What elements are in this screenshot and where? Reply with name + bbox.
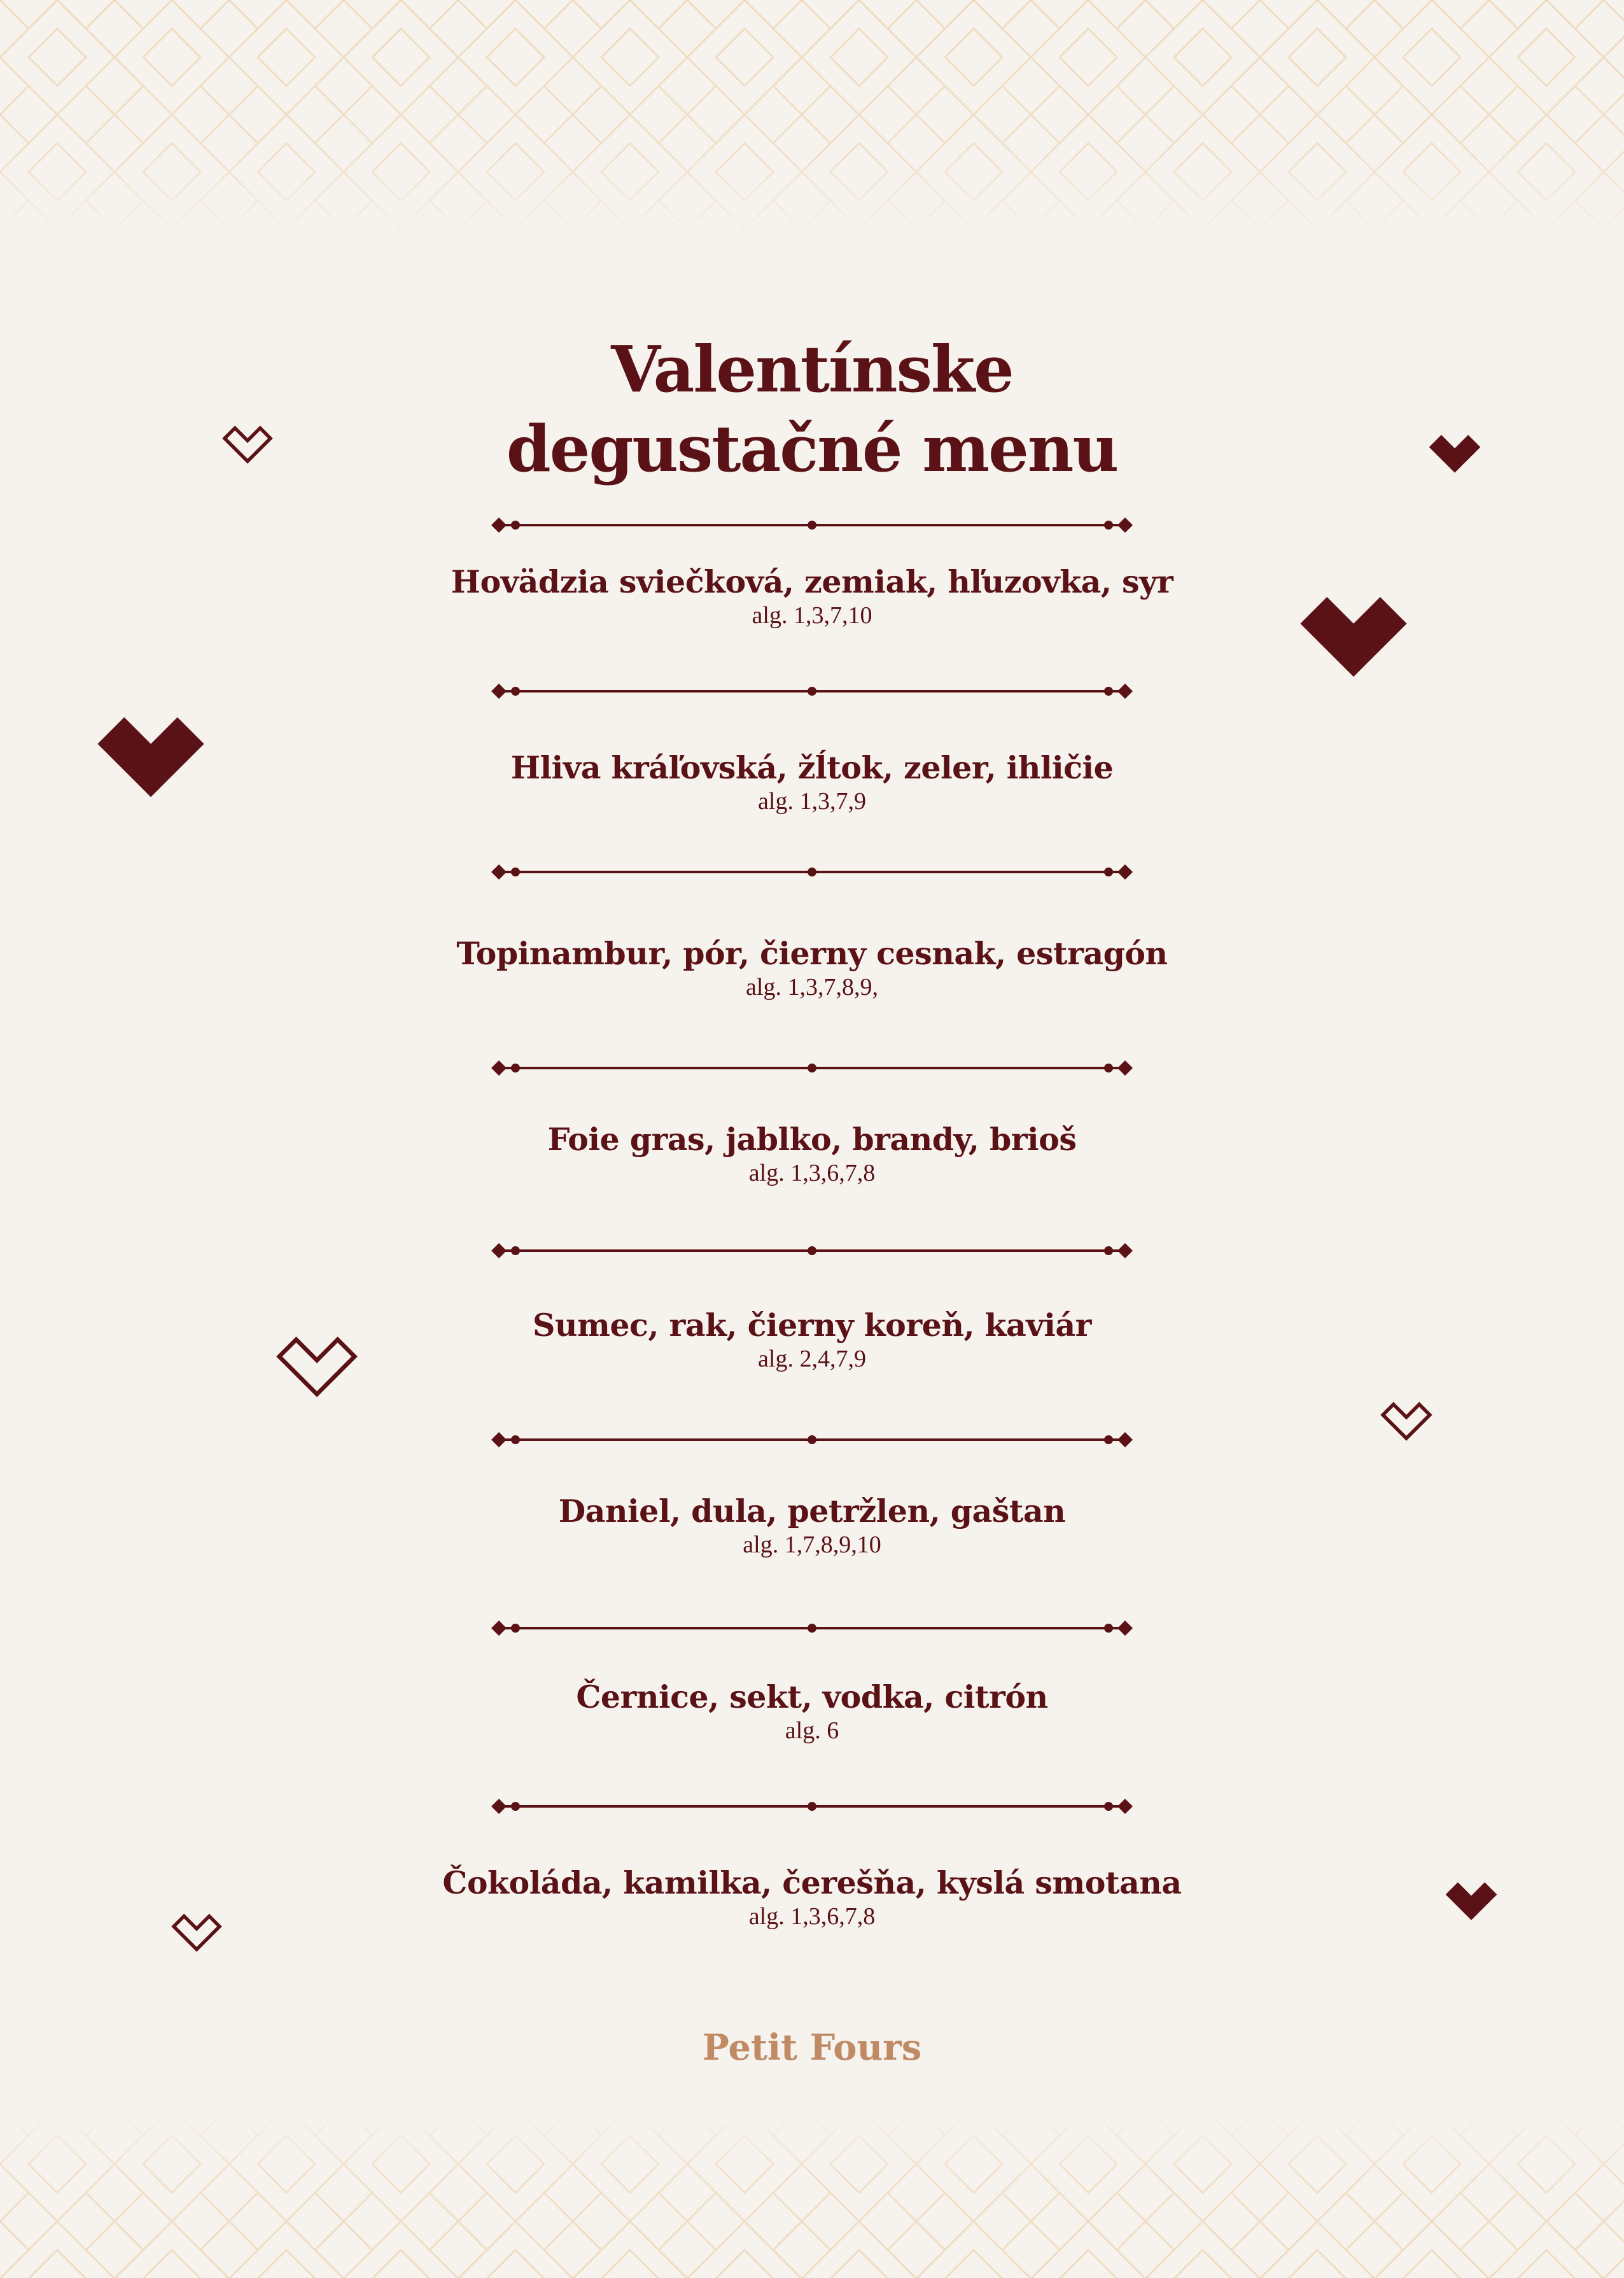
heart-filled-icon <box>90 709 211 808</box>
heart-filled-icon <box>1293 589 1414 687</box>
heart-filled-icon <box>1424 429 1485 480</box>
heart-outline-icon <box>168 1909 225 1957</box>
course-allergens: alg. 1,3,6,7,8 <box>748 1903 876 1930</box>
course-allergens: alg. 1,3,7,8,9, <box>746 974 878 1001</box>
course-allergens: alg. 2,4,7,9 <box>758 1346 866 1372</box>
menu-course <box>318 934 1306 1002</box>
course-name: Hovädzia sviečková, zemiak, hľuzovka, syr <box>451 563 1173 600</box>
heart-outline-icon <box>1377 1398 1436 1446</box>
course-name: Hliva kráľovská, žĺtok, zeler, ihličie <box>510 749 1114 786</box>
menu-course <box>318 1306 1306 1374</box>
heart-filled-icon <box>1441 1876 1502 1927</box>
ornamental-divider <box>490 1238 1134 1263</box>
course-allergens: alg. 1,7,8,9,10 <box>743 1531 881 1558</box>
ornamental-divider <box>490 512 1134 538</box>
course-name: Čokoláda, kamilka, čerešňa, kyslá smotana <box>442 1864 1182 1901</box>
decorative-pattern-bottom <box>0 2107 1624 2278</box>
menu-course <box>318 1492 1306 1559</box>
course-allergens: alg. 1,3,7,9 <box>758 788 866 815</box>
ornamental-divider <box>490 1615 1134 1641</box>
ornamental-divider <box>490 1794 1134 1819</box>
course-allergens: alg. 6 <box>785 1717 839 1744</box>
heart-outline-icon <box>270 1329 364 1407</box>
menu-course <box>318 749 1306 816</box>
ornamental-divider <box>490 678 1134 704</box>
course-allergens: alg. 1,3,7,10 <box>752 602 872 629</box>
course-name: Topinambur, pór, čierny cesnak, estragón <box>456 935 1168 972</box>
course-name: Černice, sekt, vodka, citrón <box>576 1678 1048 1715</box>
ornamental-divider <box>490 1427 1134 1452</box>
menu-course <box>318 1864 1306 1931</box>
menu-course <box>318 1120 1306 1188</box>
course-name: Foie gras, jablko, brandy, brioš <box>547 1121 1077 1158</box>
menu-course <box>318 563 1306 630</box>
petit-fours-label: Petit Fours <box>702 2027 922 2069</box>
page-title-line-1: Valentínske <box>611 332 1013 407</box>
decorative-pattern-top <box>0 0 1624 242</box>
page-title-line-2: degustačné menu <box>506 411 1118 486</box>
ornamental-divider <box>490 859 1134 885</box>
course-name: Daniel, dula, petržlen, gaštan <box>558 1493 1066 1529</box>
ornamental-divider <box>490 1055 1134 1081</box>
menu-course <box>318 1678 1306 1745</box>
course-allergens: alg. 1,3,6,7,8 <box>748 1160 876 1186</box>
heart-outline-icon <box>219 421 276 469</box>
course-name: Sumec, rak, čierny koreň, kaviár <box>533 1307 1091 1344</box>
